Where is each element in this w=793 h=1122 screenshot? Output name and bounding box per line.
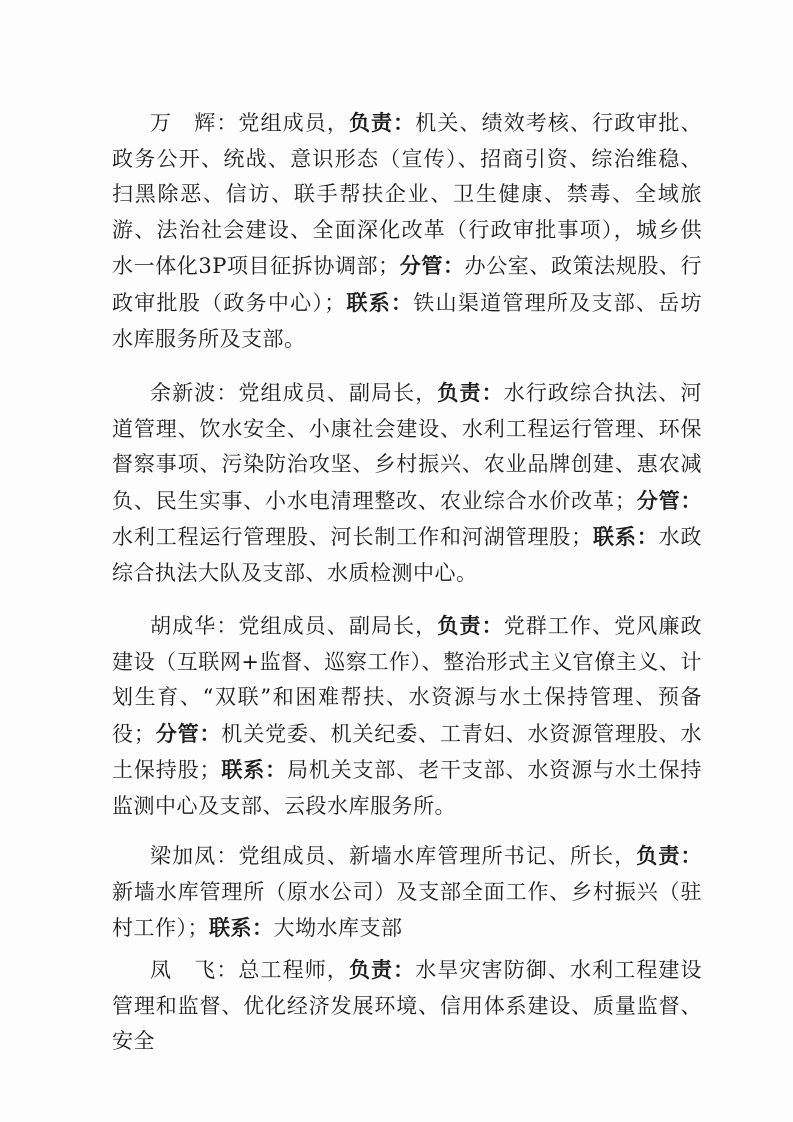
colon: ： — [252, 915, 274, 941]
colon: ： — [199, 720, 222, 746]
responsibility-text: 机关、绩效考核、行政审批、政务公开、统战、意识形态（宣传）、招商引资、综治维稳、扫黑除恶、信访、联手帮扶企业、卫生健康、禁毒、全域旅游、法治社会建设、全面深化改革（行政审批事项），城乡供水一体化3P项目征拆协调部； — [112, 111, 703, 279]
official-paragraph-wan-hui — [112, 105, 702, 357]
contact-label: 联系 — [209, 915, 252, 941]
manage-text: 水利工程运行管理股、河长制工作和河湖管理股； — [112, 525, 593, 550]
responsibility-label: 负责 — [348, 110, 394, 135]
manage-label: 分管 — [399, 253, 443, 279]
role-text: 党组成员、副局长， — [238, 614, 438, 638]
colon: ： — [265, 757, 287, 783]
official-paragraph-feng-fei — [112, 952, 702, 1060]
responsibility-label: 负责 — [348, 957, 394, 982]
role-text: 总工程师， — [238, 958, 349, 982]
colon: ： — [393, 957, 416, 982]
official-name: 余新波 — [150, 381, 217, 405]
responsibility-label: 负责 — [636, 843, 681, 868]
contact-label: 联系 — [592, 524, 637, 550]
colon: ： — [442, 253, 465, 279]
contact-text: 水政综合执法大队及支部、水质检测中心。 — [112, 525, 703, 585]
colon: ： — [680, 487, 703, 513]
manage-text: 机关党委、机关纪委、工青妇、水资源管理股、水土保持股； — [112, 721, 703, 783]
role-text: 党组成员、新墙水库管理所书记、所长， — [238, 844, 637, 868]
official-paragraph-yu-xinbo — [112, 375, 702, 592]
official-name: 胡成华 — [150, 614, 217, 638]
colon: ： — [216, 958, 239, 982]
responsibility-label: 负责 — [437, 380, 482, 405]
contact-label: 联系 — [345, 289, 392, 315]
responsibility-label: 负责 — [437, 613, 482, 638]
colon: ： — [680, 843, 703, 868]
contact-text: 铁山渠道管理所及支部、岳坊水库服务所及支部。 — [112, 290, 703, 351]
manage-label: 分管 — [155, 720, 200, 746]
official-paragraph-hu-chenghua — [112, 608, 702, 825]
colon: ： — [636, 524, 659, 550]
official-name: 凤 飞 — [150, 958, 217, 982]
official-name: 万 辉 — [150, 111, 217, 135]
official-name: 梁加凤 — [150, 844, 217, 868]
responsibility-text: 水旱灾害防御、水利工程建设管理和监督、优化经济发展环境、信用体系建设、质量监督、安全 — [112, 958, 703, 1054]
contact-text: 局机关支部、老干支部、水资源与水土保持监测中心及支部、云段水库服务所。 — [112, 758, 703, 818]
role-text: 党组成员， — [238, 111, 349, 135]
colon: ： — [216, 111, 239, 135]
colon: ： — [216, 844, 239, 868]
manage-label: 分管 — [636, 487, 681, 513]
contact-text: 大坳水库支部 — [273, 916, 403, 941]
manage-text: 办公室、政策法规股、行政审批股（政务中心）； — [112, 254, 703, 315]
responsibility-text: 党群工作、党风廉政建设（互联网+监督、巡察工作）、整治形式主义官僚主义、计划生育、“双联”和困难帮扶、水资源与水土保持管理、预备役； — [112, 614, 703, 746]
colon: ： — [391, 289, 414, 315]
colon: ： — [481, 613, 504, 638]
official-paragraph-liang-jiafeng — [112, 838, 702, 947]
colon: ： — [216, 381, 239, 405]
colon: ： — [393, 110, 416, 135]
responsibility-text: 水行政综合执法、河道管理、饮水安全、小康社会建设、水利工程运行管理、环保督察事项、污染防治攻坚、乡村振兴、农业品牌创建、惠农减负、民生实事、小水电清理整改、农业综合水价改革； — [112, 381, 703, 513]
colon: ： — [216, 614, 239, 638]
responsibility-text: 新墙水库管理所（原水公司）及支部全面工作、乡村振兴（驻村工作）； — [112, 879, 702, 941]
contact-label: 联系 — [220, 757, 266, 783]
colon: ： — [481, 380, 504, 405]
role-text: 党组成员、副局长， — [238, 381, 438, 405]
